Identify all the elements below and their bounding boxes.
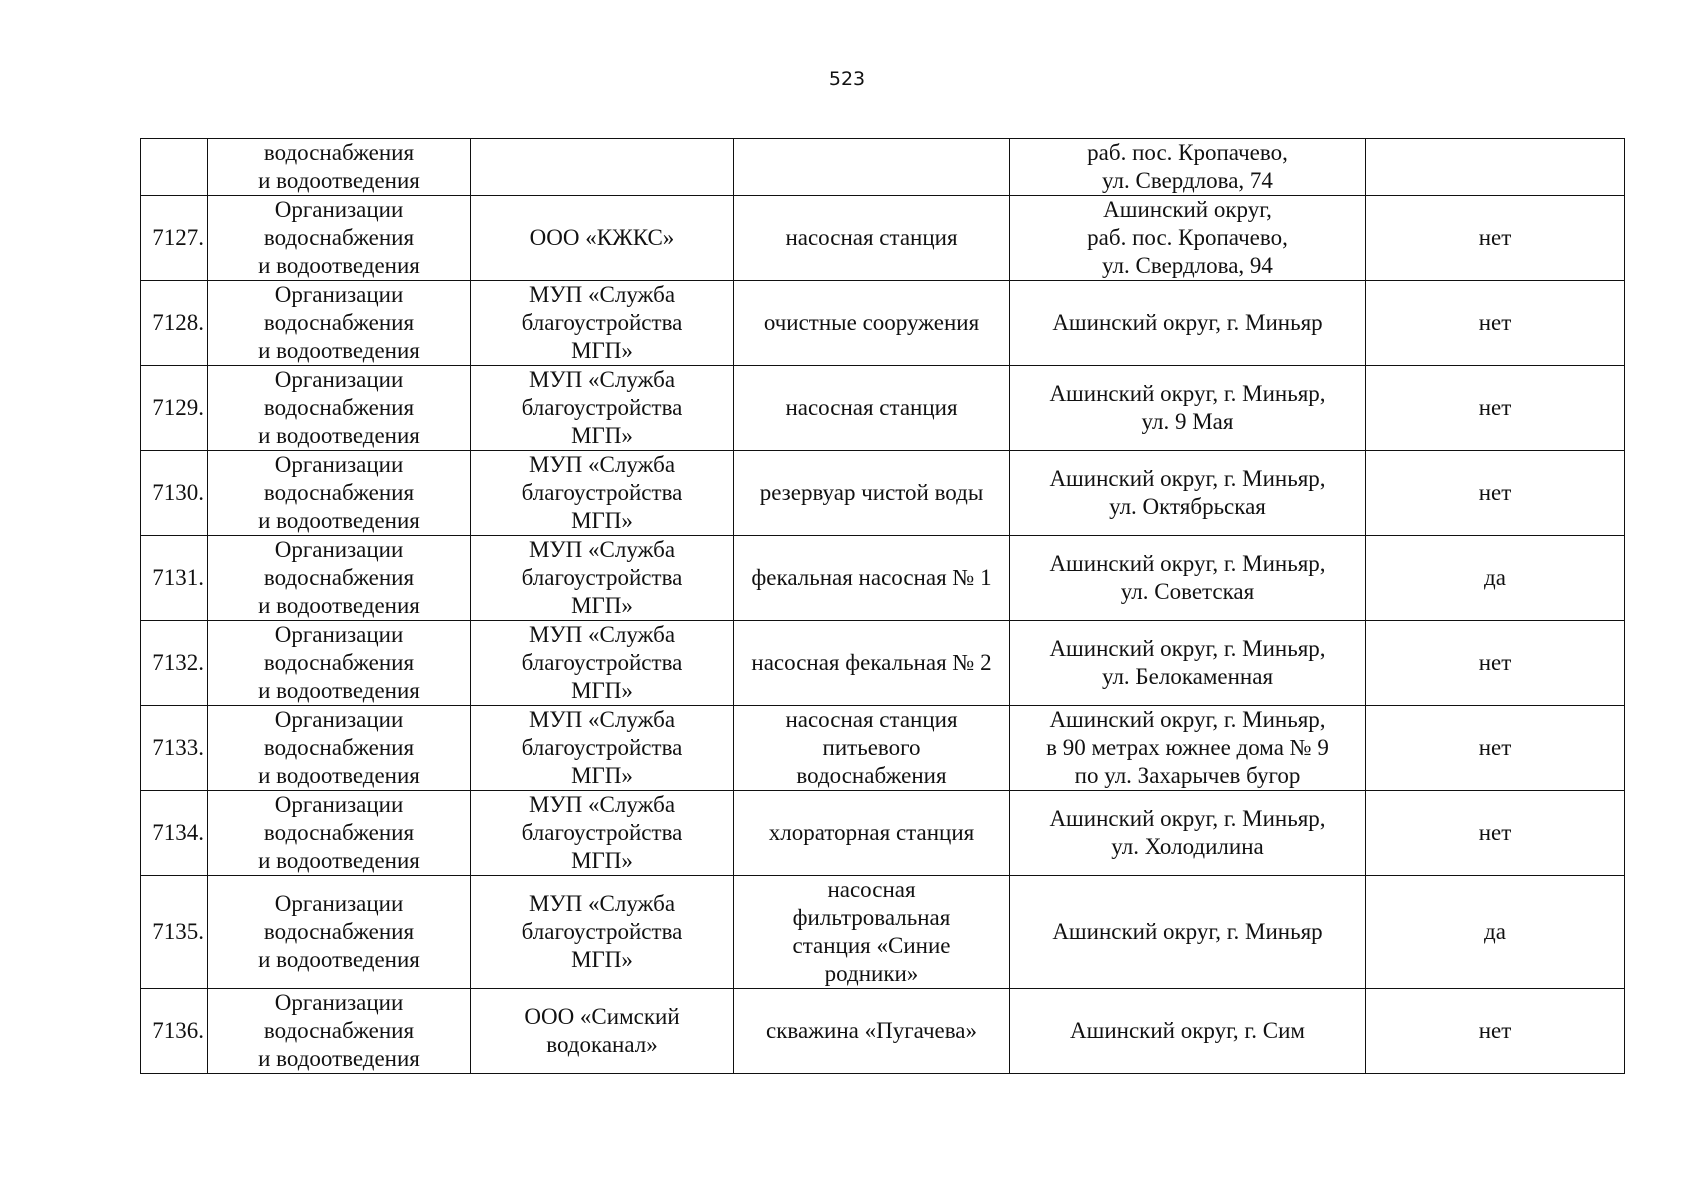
flag-cell: да [1366, 536, 1625, 621]
object-cell: насосная фильтровальная станция «Синие родники» [734, 876, 1010, 989]
object-cell: насосная станция питьевого водоснабжения [734, 706, 1010, 791]
category-cell: Организации водоснабжения и водоотведения [208, 989, 471, 1074]
row-number-cell: 7130. [141, 451, 208, 536]
table-row [141, 706, 1625, 791]
address-cell: Ашинский округ, г. Миньяр, в 90 метрах южнее дома № 9 по ул. Захарычев бугор [1010, 706, 1366, 791]
flag-cell: нет [1366, 989, 1625, 1074]
object-cell: насосная станция [734, 196, 1010, 281]
organization-cell [471, 139, 734, 196]
organization-cell: МУП «Служба благоустройства МГП» [471, 451, 734, 536]
row-number-cell: 7132. [141, 621, 208, 706]
organization-cell: МУП «Служба благоустройства МГП» [471, 536, 734, 621]
address-cell: Ашинский округ, г. Миньяр, ул. Белокаменная [1010, 621, 1366, 706]
flag-cell: нет [1366, 366, 1625, 451]
address-cell: Ашинский округ, г. Миньяр [1010, 281, 1366, 366]
object-cell: скважина «Пугачева» [734, 989, 1010, 1074]
category-cell: Организации водоснабжения и водоотведения [208, 281, 471, 366]
address-cell: раб. пос. Кропачево, ул. Свердлова, 74 [1010, 139, 1366, 196]
address-cell: Ашинский округ, г. Миньяр [1010, 876, 1366, 989]
address-cell: Ашинский округ, г. Миньяр, ул. Холодилина [1010, 791, 1366, 876]
row-number-cell: 7133. [141, 706, 208, 791]
flag-cell: нет [1366, 706, 1625, 791]
table-row [141, 621, 1625, 706]
table-row [141, 366, 1625, 451]
category-cell: Организации водоснабжения и водоотведения [208, 621, 471, 706]
address-cell: Ашинский округ, раб. пос. Кропачево, ул. Свердлова, 94 [1010, 196, 1366, 281]
object-cell: фекальная насосная № 1 [734, 536, 1010, 621]
flag-cell: да [1366, 876, 1625, 989]
organization-cell: МУП «Служба благоустройства МГП» [471, 791, 734, 876]
page-number: 523 [828, 68, 866, 90]
address-cell: Ашинский округ, г. Миньяр, ул. Октябрьская [1010, 451, 1366, 536]
organization-cell: ООО «КЖКС» [471, 196, 734, 281]
address-cell: Ашинский округ, г. Сим [1010, 989, 1366, 1074]
table-row [141, 281, 1625, 366]
table-row-continuation [141, 139, 1625, 196]
category-cell: Организации водоснабжения и водоотведения [208, 791, 471, 876]
category-cell: водоснабжения и водоотведения [208, 139, 471, 196]
table-row [141, 791, 1625, 876]
organization-cell: МУП «Служба благоустройства МГП» [471, 281, 734, 366]
category-cell: Организации водоснабжения и водоотведения [208, 196, 471, 281]
object-cell: насосная фекальная № 2 [734, 621, 1010, 706]
object-cell: хлораторная станция [734, 791, 1010, 876]
address-cell: Ашинский округ, г. Миньяр, ул. 9 Мая [1010, 366, 1366, 451]
flag-cell: нет [1366, 281, 1625, 366]
category-cell: Организации водоснабжения и водоотведения [208, 536, 471, 621]
object-cell [734, 139, 1010, 196]
category-cell: Организации водоснабжения и водоотведения [208, 451, 471, 536]
flag-cell [1366, 139, 1625, 196]
row-number-cell: 7128. [141, 281, 208, 366]
row-number-cell: 7131. [141, 536, 208, 621]
object-cell: резервуар чистой воды [734, 451, 1010, 536]
flag-cell: нет [1366, 196, 1625, 281]
flag-cell: нет [1366, 791, 1625, 876]
organization-cell: МУП «Служба благоустройства МГП» [471, 876, 734, 989]
row-number-cell [141, 139, 208, 196]
row-number-cell: 7129. [141, 366, 208, 451]
flag-cell: нет [1366, 451, 1625, 536]
table-row [141, 196, 1625, 281]
table-row [141, 989, 1625, 1074]
organization-cell: МУП «Служба благоустройства МГП» [471, 621, 734, 706]
row-number-cell: 7135. [141, 876, 208, 989]
category-cell: Организации водоснабжения и водоотведения [208, 366, 471, 451]
object-cell: очистные сооружения [734, 281, 1010, 366]
object-cell: насосная станция [734, 366, 1010, 451]
table-row [141, 876, 1625, 989]
row-number-cell: 7134. [141, 791, 208, 876]
table-row [141, 451, 1625, 536]
organization-cell: МУП «Служба благоустройства МГП» [471, 706, 734, 791]
category-cell: Организации водоснабжения и водоотведения [208, 876, 471, 989]
organization-cell: ООО «Симский водоканал» [471, 989, 734, 1074]
organization-cell: МУП «Служба благоустройства МГП» [471, 366, 734, 451]
flag-cell: нет [1366, 621, 1625, 706]
registry-table [140, 138, 1625, 1074]
address-cell: Ашинский округ, г. Миньяр, ул. Советская [1010, 536, 1366, 621]
category-cell: Организации водоснабжения и водоотведения [208, 706, 471, 791]
table-row [141, 536, 1625, 621]
row-number-cell: 7136. [141, 989, 208, 1074]
row-number-cell: 7127. [141, 196, 208, 281]
